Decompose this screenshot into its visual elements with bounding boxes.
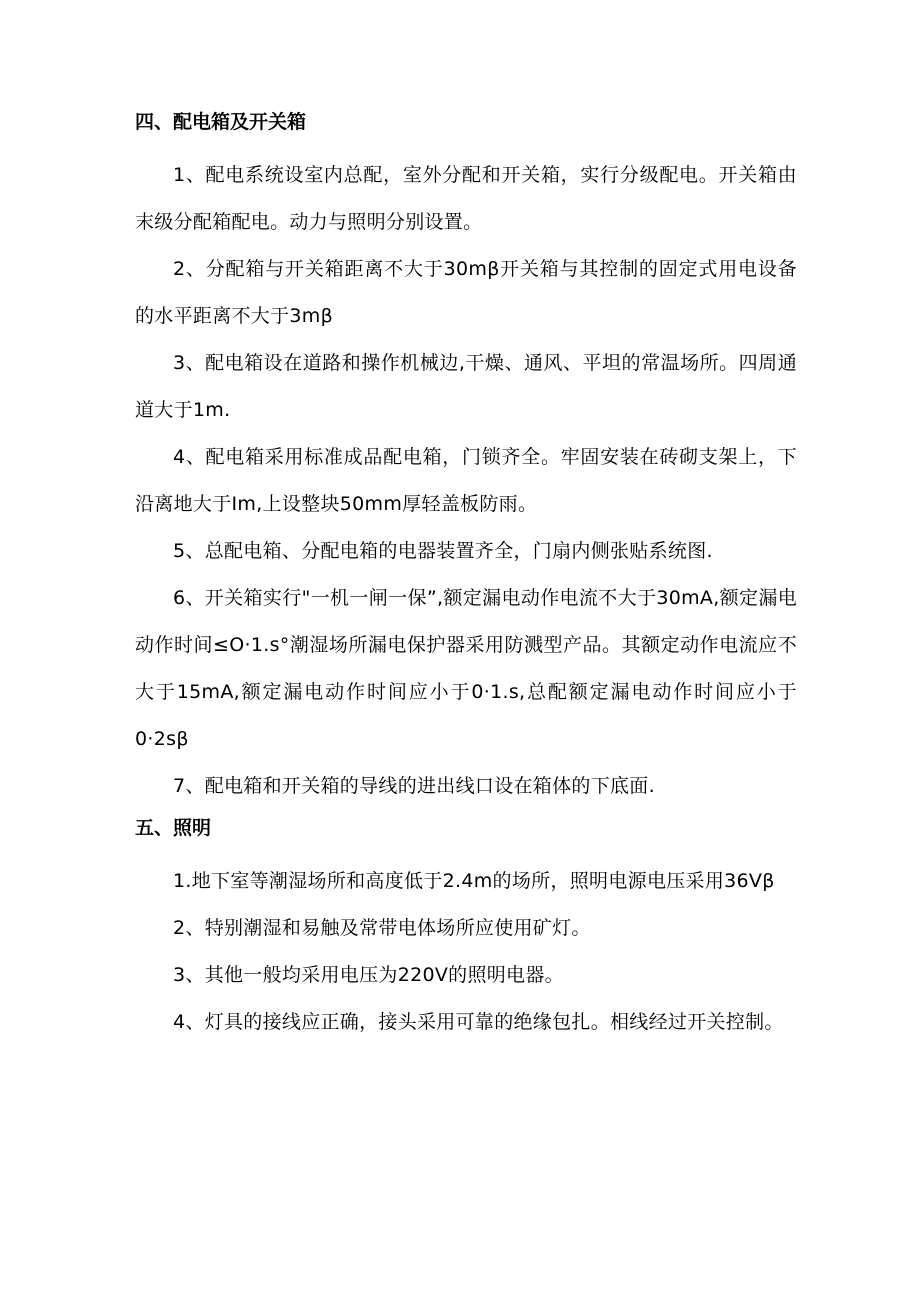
paragraph-item: 1、配电系统设室内总配，室外分配和开关箱，实行分级配电。开关箱由末级分配箱配电。动力与照明分别设置。: [135, 164, 797, 233]
paragraph-item: 1.地下室等潮湿场所和高度低于2.4m的场所，照明电源电压采用36Vβ: [173, 870, 775, 892]
paragraph-item: 3、配电箱设在道路和操作机械边,干燥、通风、平坦的常温场所。四周通道大于1m.: [135, 352, 797, 421]
paragraph-item: 2、特别潮湿和易触及常带电体场所应使用矿灯。: [173, 917, 591, 939]
paragraph-item: 2、分配箱与开关箱距离不大于30mβ开关箱与其控制的固定式用电设备的水平距离不大于3mβ: [135, 258, 797, 327]
paragraph-item: 3、其他一般均采用电压为220V的照明电器。: [173, 964, 564, 986]
section-heading-distribution-boxes: 四、配电箱及开关箱: [135, 111, 307, 133]
paragraph-item: 4、配电箱采用标准成品配电箱，门锁齐全。牢固安装在砖砌支架上，下沿离地大于Im,上设整块50mm厚轻盖板防雨。: [135, 446, 797, 515]
paragraph-item: 6、开关箱实行"一机一闸一保”,额定漏电动作电流不大于30mA,额定漏电动作时间≤O·1.s°潮湿场所漏电保护器采用防溅型产品。其额定动作电流应不大于15mA,额定漏电动作时间应小于0·1.s,总配额定漏电动作时间应小于0·2sβ: [135, 587, 797, 750]
paragraph-item: 7、配电箱和开关箱的导线的进出线口设在箱体的下底面.: [173, 775, 655, 797]
document-body: [135, 104, 797, 1046]
paragraph-item: 5、总配电箱、分配电箱的电器装置齐全，门扇内侧张贴系统图.: [173, 540, 713, 562]
section-heading-lighting: 五、照明: [135, 817, 212, 839]
paragraph-item: 4、灯具的接线应正确，接头采用可靠的绝缘包扎。相线经过开关控制。: [173, 1011, 784, 1033]
